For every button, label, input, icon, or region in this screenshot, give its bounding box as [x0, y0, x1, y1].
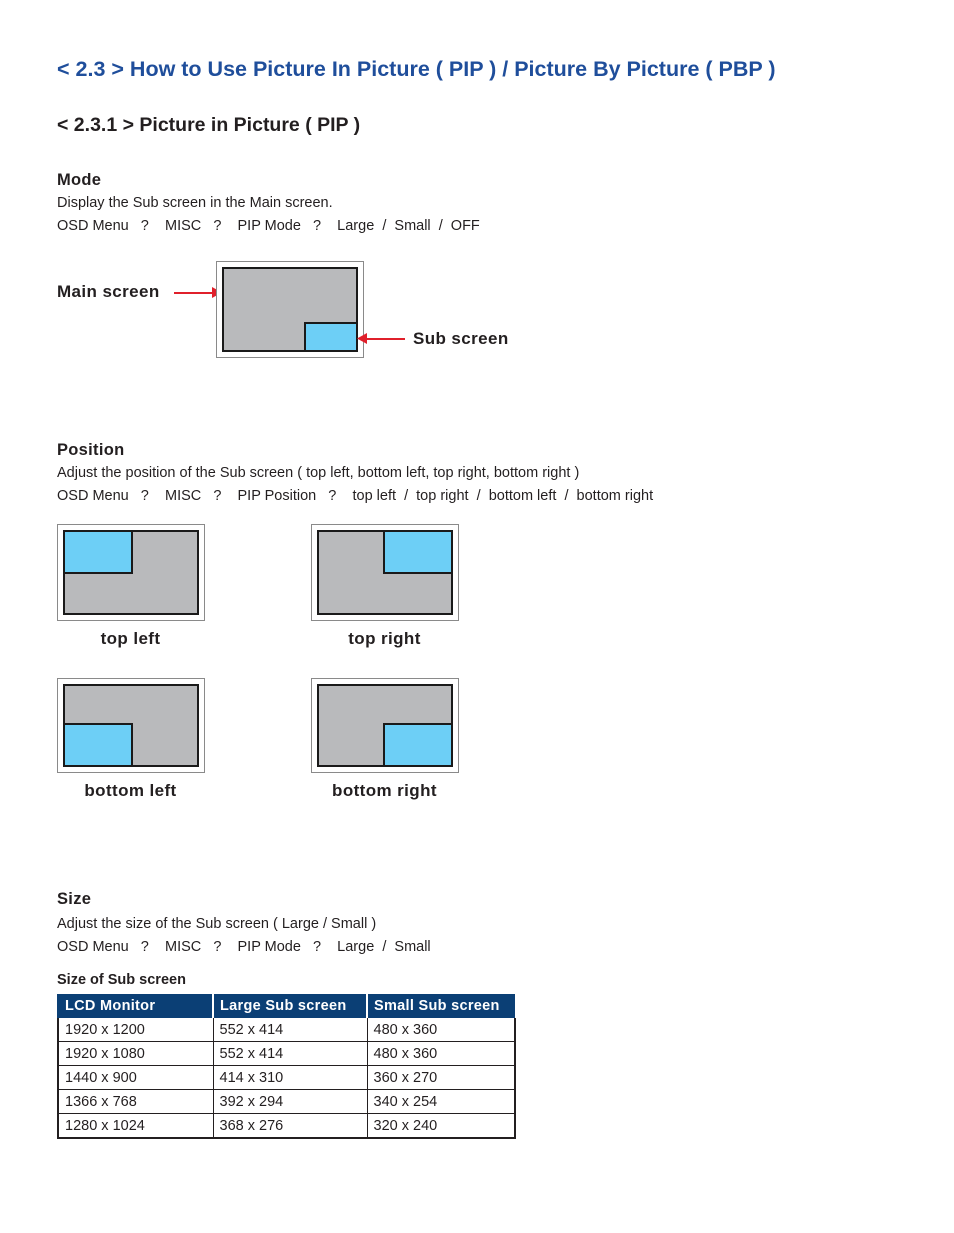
top-right-diagram: [311, 524, 459, 621]
sub-screen-area: [383, 530, 453, 574]
section-subtitle: < 2.3.1 > Picture in Picture ( PIP ): [57, 114, 361, 136]
table-cell: 480 x 360: [367, 1018, 515, 1042]
table-cell: 1920 x 1200: [58, 1018, 213, 1042]
table-row: [58, 1066, 515, 1090]
page-title: < 2.3 > How to Use Picture In Picture ( PIP ) / Picture By Picture ( PBP ): [57, 57, 776, 81]
sub-screen-size-table: [57, 994, 516, 1139]
bottom-left-caption: bottom left: [84, 781, 177, 800]
position-description: Adjust the position of the Sub screen ( top left, bottom left, top right, bottom right ): [57, 465, 580, 481]
mode-description: Display the Sub screen in the Main screen.: [57, 195, 333, 211]
pip-mode-diagram: [216, 261, 364, 358]
top-left-diagram: [57, 524, 205, 621]
bottom-right-caption: bottom right: [332, 781, 437, 800]
sub-screen-arrow: [365, 338, 405, 340]
sub-screen-area: [63, 723, 133, 767]
column-header: Small Sub screen: [367, 994, 515, 1018]
size-heading: Size: [57, 890, 92, 908]
table-cell: 368 x 276: [213, 1114, 367, 1139]
table-row: [58, 1114, 515, 1139]
position-menu-path: OSD Menu ? MISC ? PIP Position ? top left / top right / bottom left / bottom right: [57, 488, 654, 504]
sub-screen-label: Sub screen: [413, 329, 509, 348]
table-cell: 552 x 414: [213, 1042, 367, 1066]
top-left-caption: top left: [100, 629, 161, 648]
bottom-right-diagram: [311, 678, 459, 773]
size-table-title: Size of Sub screen: [57, 972, 186, 988]
table-cell: 1366 x 768: [58, 1090, 213, 1114]
size-description: Adjust the size of the Sub screen ( Large / Small ): [57, 916, 377, 932]
sub-screen-area: [63, 530, 133, 574]
table-cell: 1920 x 1080: [58, 1042, 213, 1066]
main-screen-arrow: [174, 292, 214, 294]
table-cell: 340 x 254: [367, 1090, 515, 1114]
table-cell: 392 x 294: [213, 1090, 367, 1114]
size-menu-path: OSD Menu ? MISC ? PIP Mode ? Large / Small: [57, 939, 431, 955]
table-cell: 1440 x 900: [58, 1066, 213, 1090]
main-screen-label: Main screen: [57, 282, 160, 301]
column-header: LCD Monitor: [58, 994, 213, 1018]
table-cell: 552 x 414: [213, 1018, 367, 1042]
mode-menu-path: OSD Menu ? MISC ? PIP Mode ? Large / Small / OFF: [57, 218, 480, 234]
table-row: [58, 1090, 515, 1114]
top-right-caption: top right: [348, 629, 421, 648]
mode-heading: Mode: [57, 171, 102, 189]
sub-screen-area: [383, 723, 453, 767]
table-row: [58, 1042, 515, 1066]
column-header: Large Sub screen: [213, 994, 367, 1018]
table-header-row: [58, 994, 515, 1018]
table-cell: 1280 x 1024: [58, 1114, 213, 1139]
table-cell: 360 x 270: [367, 1066, 515, 1090]
table-cell: 320 x 240: [367, 1114, 515, 1139]
bottom-left-diagram: [57, 678, 205, 773]
table-row: [58, 1018, 515, 1042]
table-cell: 480 x 360: [367, 1042, 515, 1066]
table-cell: 414 x 310: [213, 1066, 367, 1090]
sub-screen-area: [304, 322, 358, 352]
position-heading: Position: [57, 441, 125, 459]
main-screen-area: [222, 267, 358, 352]
